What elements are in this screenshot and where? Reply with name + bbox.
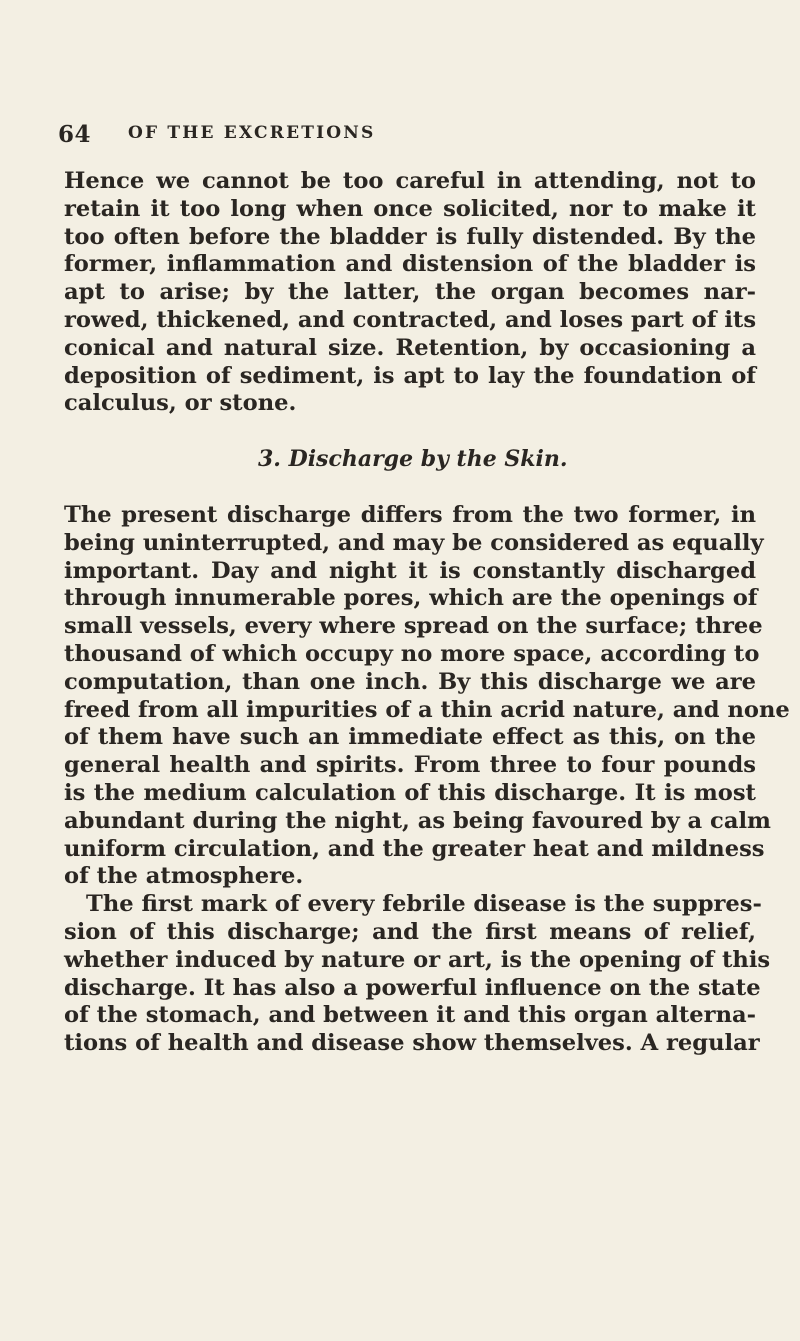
text-line: Hence we cannot be too careful in attending, not to: [64, 168, 756, 194]
text-line: abundant during the night, as being favoured by a calm: [64, 807, 771, 834]
page-number: 64: [58, 121, 92, 148]
running-head: [58, 121, 758, 148]
text-line: sion of this discharge; and the first means of relief,: [64, 918, 756, 945]
text-line: freed from all impurities of a thin acrid nature, and none: [64, 696, 790, 723]
text-line: The present discharge differs from the two former, in: [64, 501, 756, 528]
paragraph-febrile-disease: [64, 891, 771, 1058]
text-line: being uninterrupted, and may be considered as equally: [64, 529, 764, 556]
text-line: computation, than one inch. By this discharge we are: [64, 668, 756, 695]
text-line: through innumerable pores, which are the openings of: [64, 585, 758, 612]
text-line: former, inflammation and distension of the bladder is: [64, 251, 756, 278]
text-line: deposition of sediment, is apt to lay the foundation of: [64, 362, 756, 389]
text-line: thousand of which occupy no more space, according to: [64, 640, 760, 667]
text-line: retain it too long when once solicited, nor to make it: [64, 195, 756, 222]
text-line: uniform circulation, and the greater heat and mildness: [64, 835, 765, 862]
text-line: of them have such an immediate effect as this, on the: [64, 724, 756, 751]
text-line: of the stomach, and between it and this organ alterna-: [64, 1002, 757, 1029]
text-line: important. Day and night it is constantly discharged: [64, 557, 756, 584]
text-line: tions of health and disease show themselves. A regular: [64, 1030, 760, 1057]
text-line: calculus, or stone.: [64, 390, 297, 417]
chapter-title: OF THE EXCRETIONS: [128, 123, 376, 143]
paragraph-skin-discharge: [64, 501, 790, 891]
section-heading: 3. Discharge by the Skin.: [258, 446, 568, 473]
text-line: The first mark of every febrile disease is the suppres-: [86, 891, 762, 918]
text-line: conical and natural size. Retention, by occasioning a: [64, 334, 756, 361]
text-line: whether induced by nature or art, is the opening of this: [64, 946, 771, 973]
body-text: [64, 168, 790, 1058]
text-line: general health and spirits. From three to four pounds: [64, 752, 756, 779]
text-line: too often before the bladder is fully distended. By the: [64, 223, 756, 250]
text-line: discharge. It has also a powerful influence on the state: [64, 974, 761, 1001]
text-line: small vessels, every where spread on the surface; three: [64, 613, 763, 640]
text-line: apt to arise; by the latter, the organ becomes nar-: [64, 279, 756, 306]
text-line: rowed, thickened, and contracted, and loses part of its: [64, 306, 757, 333]
text-line: of the atmosphere.: [64, 863, 304, 890]
paragraph-retention: [64, 168, 756, 418]
text-line: is the medium calculation of this discharge. It is most: [64, 779, 756, 806]
